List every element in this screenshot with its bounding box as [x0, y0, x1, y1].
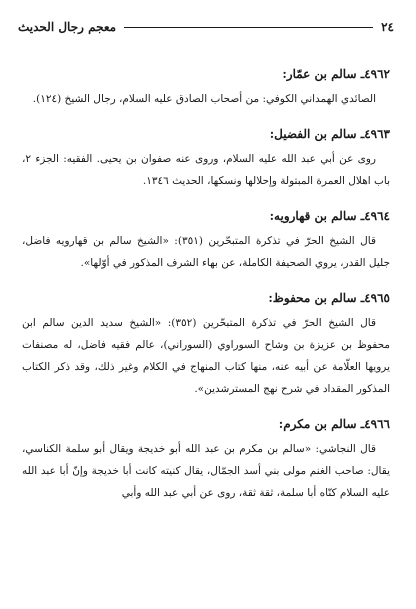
entry-body: قال الشيخ الحرّ في تذكرة المتبحّرين (٣٥٢): «الشيخ سديد الدين سالم ابن محفوظ بن عزيزة بن وشاح السوراوي (السوراني)، عالم فقيه فاضل، له مصنفات يرويها العلّامة عن أبيه عنه، منها كتاب المنهاج في الكلام وغير ذلك، وقد ذكر الكتاب المذكور المقداد في شرح نهج المسترشدين».	[22, 317, 390, 395]
entry	[22, 124, 390, 192]
entry	[22, 64, 390, 110]
entry	[22, 288, 390, 400]
entries-list	[22, 64, 390, 518]
running-title: معجم رجال الحديث	[18, 20, 117, 34]
entry-title: ٤٩٦٣ـ سالم بن الفضيل:	[269, 127, 390, 141]
entry-title: ٤٩٦٥ـ سالم بن محفوظ:	[268, 291, 390, 305]
entry-body: الصائدي الهمداني الكوفي: من أصحاب الصادق عليه السلام، رجال الشيخ (١٢٤).	[32, 93, 376, 105]
entry-title: ٤٩٦٦ـ سالم بن مكرم:	[278, 417, 390, 431]
entry	[22, 206, 390, 274]
entry-title: ٤٩٦٤ـ سالم بن قهارويه:	[269, 209, 390, 223]
entry-body: روى عن أبي عبد الله عليه السلام، وروى عنه صفوان بن يحيى. الفقيه: الجزء ٢، باب اهلال العمرة المبتولة وإحلالها ونسكها، الحديث ١٣٤٦.	[22, 153, 390, 187]
entry-title: ٤٩٦٢ـ سالم بن عمّار:	[282, 67, 390, 81]
entry	[22, 414, 390, 504]
header-rule	[124, 27, 373, 28]
page-number: ٢٤	[381, 20, 394, 34]
entry-body: قال الشيخ الحرّ في تذكرة المتبحّرين (٣٥١): «الشيخ سالم بن قهارويه فاضل، جليل القدر، يروي الصحيفة الكاملة، عن بهاء الشرف المذكور في أوّلها».	[22, 235, 390, 269]
entry-body: قال النجاشي: «سالم بن مكرم بن عبد الله أبو خديجة ويقال أبو سلمة الكناسي، يقال: صاحب الغنم مولى بني أسد الجمّال، يقال كنيته كانت أبا خديجة وإنّ أبا عبد الله عليه السلام كنّاه أبا سلمة، ثقة ثقة، روى عن أبي عبد الله وأبي	[22, 443, 390, 499]
page-header	[18, 16, 394, 38]
